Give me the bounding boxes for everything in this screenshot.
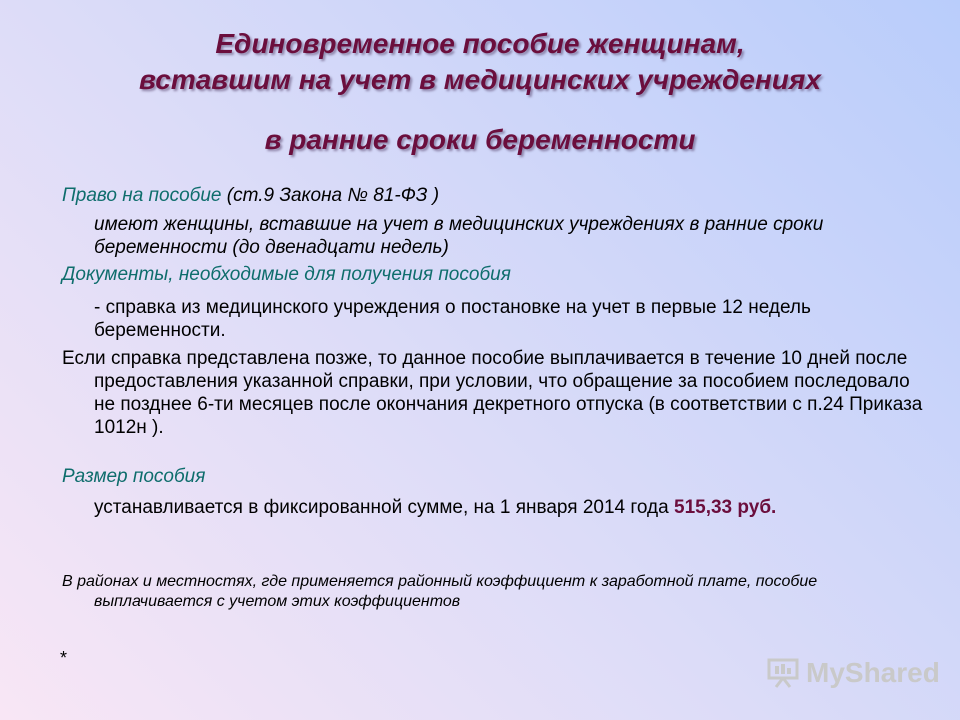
section-right-heading <box>62 184 892 207</box>
title-line-2: вставшим на учет в медицинских учреждениях <box>139 64 821 95</box>
regional-coefficient-note: В районах и местностях, где применяется районный коэффициент к заработной плате, пособие выплачивается с учетом этих коэффициентов <box>62 573 818 610</box>
presentation-icon <box>766 658 800 688</box>
amount-text: устанавливается в фиксированной сумме, на 1 января 2014 года <box>94 497 674 518</box>
documents-heading: Документы, необходимые для получения пособия <box>62 264 511 285</box>
footnote-star: * <box>60 648 68 668</box>
late-certificate-note: Если справка представлена позже, то данное пособие выплачивается в течение 10 дней после предоставления указанной справки, при условии, что обращение за пособием последовало не позднее 6-ти месяцев после окончания декретного отпуска (в соответствии с п.24 Приказа 1012н ). <box>62 348 923 438</box>
amount-description <box>94 496 884 519</box>
right-description: имеют женщины, вставшие на учет в медицинских учреждениях в ранние сроки беременности (до двенадцати недель) <box>94 214 824 258</box>
title-line-1: Единовременное пособие женщинам, <box>215 28 745 59</box>
title-line-3: в ранние сроки беременности <box>264 124 696 155</box>
amount-heading: Размер пособия <box>62 466 206 487</box>
watermark-text: MyShared <box>806 657 940 688</box>
myshared-watermark <box>766 656 940 690</box>
amount-value: 515,33 руб. <box>674 497 777 518</box>
documents-description: - справка из медицинского учреждения о постановке на учет в первые 12 недель беременности. <box>94 297 811 341</box>
right-heading-text: Право на пособие <box>62 185 222 206</box>
law-reference: (ст.9 Закона № 81-ФЗ ) <box>221 185 440 206</box>
